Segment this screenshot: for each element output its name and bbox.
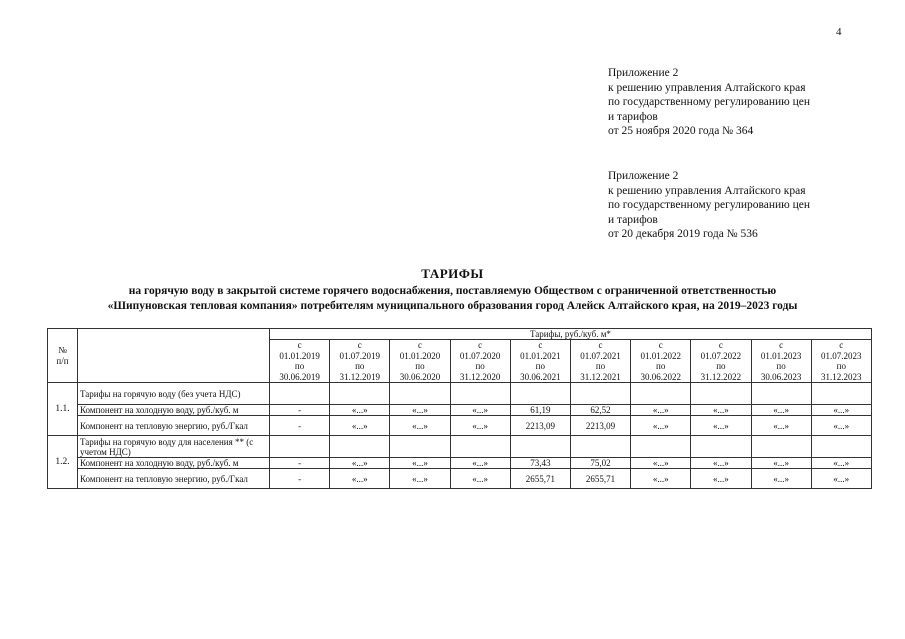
tariff-value-cell: - [270,416,330,436]
period-header-line: 01.01.2023 [760,350,802,361]
period-header [510,340,570,383]
tariff-value-cell: 73,43 [510,458,570,469]
period-header-line: 01.07.2020 [459,350,501,361]
row-label: Компонент на тепловую энергию, руб./Гкал [78,469,270,489]
empty-cell [570,383,630,405]
tariff-value-cell: «...» [631,416,691,436]
period-header-line: 01.07.2019 [339,350,381,361]
table-row [48,405,872,416]
period-header-line: с [538,340,543,350]
empty-cell [751,436,811,458]
tariff-value-cell: «...» [751,405,811,416]
period-header-line: 31.12.2022 [700,371,742,382]
tariff-value-cell: «...» [751,416,811,436]
empty-cell [811,436,871,458]
period-header-line: 31.12.2021 [580,371,621,382]
tariff-value-cell: 2655,71 [510,469,570,489]
table-row [48,458,872,469]
number-column-header [48,329,78,383]
period-header-line: с [478,340,483,350]
appendix-line: и тарифов [608,213,658,226]
tariff-value-cell: «...» [631,405,691,416]
period-header [330,340,390,383]
period-header-line: 30.06.2023 [760,371,802,382]
period-header-line: по [294,361,305,371]
tariff-value-cell: 61,19 [510,405,570,416]
row-number: 1.2. [48,436,78,489]
appendix-previous [608,169,810,242]
tariff-value-cell: - [270,405,330,416]
section-row [48,436,872,458]
period-header-line: по [355,361,365,371]
tariff-value-cell: «...» [811,469,871,489]
name-column-header [78,329,270,383]
period-header-line: по [595,361,606,371]
tariff-value-cell: «...» [330,405,390,416]
tariff-value-cell: 2213,09 [510,416,570,436]
tariff-value-cell: «...» [691,416,751,436]
period-header-line: с [718,340,723,350]
period-header-line: с [658,340,663,350]
empty-cell [691,436,751,458]
empty-cell [510,436,570,458]
period-header-line: по [776,361,786,371]
period-header-line: 01.01.2021 [520,350,561,361]
period-header-line: 31.12.2023 [821,371,862,382]
tariff-value-cell: «...» [751,469,811,489]
period-header [631,340,691,383]
period-header-line: по [716,361,726,371]
tariff-value-cell: «...» [450,458,510,469]
appendix-line: по государственному регулированию цен [608,96,811,108]
section-row [48,383,872,405]
appendix-line: по государственному регулированию цен [608,199,811,211]
period-header-line: по [475,361,485,371]
appendix-line: от 20 декабря 2019 года № 536 [608,228,758,240]
empty-cell [811,383,871,405]
tariff-value-cell: «...» [811,405,871,416]
tariff-value-cell: 62,52 [570,405,630,416]
tariff-value-cell: - [270,469,330,489]
period-header-line: 30.06.2019 [279,371,320,382]
period-header-line: 30.06.2021 [520,371,561,382]
tariff-value-cell: «...» [751,458,811,469]
period-header [811,340,871,383]
period-header-line: с [357,340,362,350]
appendix-line: Приложение 2 [608,170,679,182]
empty-cell [510,383,570,405]
period-header-line: по [415,361,425,371]
section-label: Тарифы на горячую воду для населения ** (с учетом НДС) [78,436,270,458]
period-header-line: 01.07.2022 [700,350,742,361]
empty-cell [270,383,330,405]
period-header-line: 01.01.2019 [279,350,320,361]
empty-cell [270,436,330,458]
number-header-line: № [58,344,67,355]
tariff-value-cell: «...» [691,405,751,416]
appendix-line: к решению управления Алтайского края [608,81,806,94]
period-header [570,340,630,383]
tariff-value-cell: «...» [631,469,691,489]
period-header-line: 01.01.2022 [640,350,681,361]
tariff-value-cell: 2655,71 [570,469,630,489]
appendix-line: и тарифов [608,110,658,123]
tariff-value-cell: «...» [390,469,450,489]
period-header [450,340,510,383]
row-number: 1.1. [48,383,78,436]
appendix-line: к решению управления Алтайского края [608,184,806,197]
period-header-line: с [417,340,422,350]
section-label: Тарифы на горячую воду (без учета НДС) [78,383,270,405]
empty-cell [330,383,390,405]
period-header-line: 01.07.2023 [821,350,862,361]
table-row [48,416,872,436]
tariff-value-cell: «...» [330,458,390,469]
period-header [270,340,330,383]
period-header-line: с [297,340,302,350]
tariff-value-cell: «...» [390,416,450,436]
subtitle-line: «Шипуновская тепловая компания» потребителям муниципального образования город Алейск Алтайского края, на 2019–2023 годы [107,300,798,312]
period-header-line: 31.12.2020 [459,371,501,382]
period-header [390,340,450,383]
empty-cell [691,383,751,405]
tariff-value-cell: «...» [450,416,510,436]
document-title: ТАРИФЫ [421,266,484,281]
tariff-value-cell: «...» [390,458,450,469]
tariffs-group-header: Тарифы, руб./куб. м* [270,329,872,340]
appendix-line: от 25 ноября 2020 года № 364 [608,125,754,137]
period-header-line: по [836,361,846,371]
tariff-value-cell: «...» [631,458,691,469]
tariff-value-cell: «...» [330,469,390,489]
period-header-line: по [535,361,545,371]
period-header-line: с [598,340,603,350]
tariff-value-cell: - [270,458,330,469]
tariff-value-cell: «...» [811,416,871,436]
table-header-row [48,329,872,340]
subtitle-line: на горячую воду в закрытой системе горячего водоснабжения, поставляемую Обществом с ограниченной ответственностью [128,285,777,297]
tariff-value-cell: «...» [691,469,751,489]
document-subtitle [0,284,905,314]
period-header-line: по [656,361,666,371]
period-header-line: 31.12.2019 [339,371,381,382]
period-header-line: с [839,340,844,350]
period-header-line: 01.07.2021 [580,350,621,361]
tariffs-table [47,328,872,489]
number-header-line: п/п [56,355,69,366]
empty-cell [450,436,510,458]
tariff-value-cell: «...» [450,469,510,489]
row-label: Компонент на холодную воду, руб./куб. м [78,405,270,416]
tariff-value-cell: «...» [390,405,450,416]
tariff-value-cell: 2213,09 [570,416,630,436]
empty-cell [751,383,811,405]
empty-cell [631,383,691,405]
empty-cell [330,436,390,458]
period-header [691,340,751,383]
tariff-value-cell: 75,02 [570,458,630,469]
tariff-value-cell: «...» [691,458,751,469]
empty-cell [570,436,630,458]
period-header-line: 01.01.2020 [399,350,441,361]
empty-cell [631,436,691,458]
appendix-current [608,66,810,139]
empty-cell [450,383,510,405]
empty-cell [390,436,450,458]
table-body [48,383,872,489]
tariff-value-cell: «...» [450,405,510,416]
row-label: Компонент на тепловую энергию, руб./Гкал [78,416,270,436]
period-header-line: с [779,340,784,350]
appendix-line: Приложение 2 [608,67,679,79]
period-header-line: 30.06.2022 [640,371,681,382]
row-label: Компонент на холодную воду, руб./куб. м [78,458,270,469]
period-header [751,340,811,383]
tariff-value-cell: «...» [811,458,871,469]
empty-cell [390,383,450,405]
page-number: 4 [836,26,842,38]
document-title-block [0,266,905,314]
period-header-line: 30.06.2020 [399,371,441,382]
table-row [48,469,872,489]
tariff-value-cell: «...» [330,416,390,436]
